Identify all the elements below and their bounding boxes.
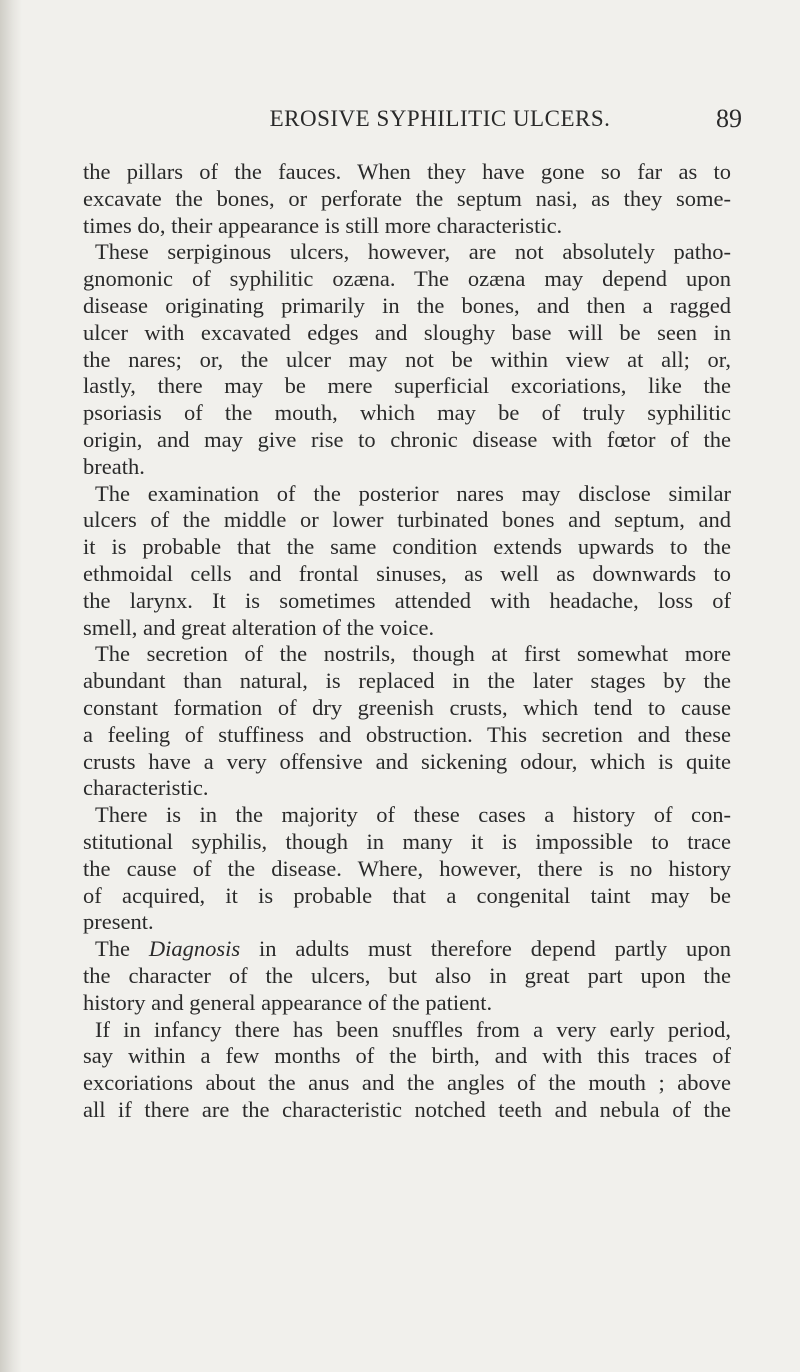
text-line: characteristic. (83, 775, 209, 801)
body-text (83, 159, 731, 1124)
text-line: it is probable that the same condition extends upwards to the (83, 534, 731, 560)
page-number: 89 (716, 104, 742, 133)
text-line: all if there are the characteristic notched teeth and nebula of the (83, 1096, 731, 1122)
text-line: ethmoidal cells and frontal sinuses, as well as downwards to (83, 560, 731, 586)
text-line: gnomonic of syphilitic ozæna. The ozæna may depend upon (83, 266, 731, 292)
text-line: The examination of the posterior nares may disclose similar (95, 480, 731, 506)
text-line: excavate the bones, or perforate the septum nasi, as they some- (83, 185, 731, 211)
text-line: These serpiginous ulcers, however, are not absolutely patho- (95, 239, 731, 265)
page-header (0, 104, 800, 138)
text-line: If in infancy there has been snuffles from a very early period, (95, 1016, 731, 1042)
text-line: the cause of the disease. Where, however, there is no history (83, 855, 731, 881)
text-line: history and general appearance of the patient. (83, 989, 493, 1015)
text-line: a feeling of stuffiness and obstruction. This secretion and these (83, 721, 731, 747)
text-segment: in adults must therefore depend partly upon (240, 936, 731, 962)
text-line: abundant than natural, is replaced in the later stages by the (83, 668, 731, 694)
text-line: present. (83, 909, 154, 935)
text-line: origin, and may give rise to chronic disease with fœtor of the (83, 426, 731, 452)
italic-term: Diagnosis (148, 936, 241, 962)
page-edge-shadow (0, 0, 22, 1372)
text-line: breath. (83, 453, 145, 479)
text-line: smell, and great alteration of the voice. (83, 614, 435, 640)
text-line: of acquired, it is probable that a congenital taint may be (83, 882, 731, 908)
text-line: the nares; or, the ulcer may not be within view at all; or, (83, 346, 731, 372)
text-line: the pillars of the fauces. When they have gone so far as to (83, 159, 731, 184)
text-line: crusts have a very offensive and sickening odour, which is quite (83, 748, 731, 774)
text-line: times do, their appearance is still more characteristic. (83, 212, 563, 238)
running-title: EROSIVE SYPHILITIC ULCERS. (269, 106, 611, 131)
text-line (83, 936, 731, 963)
text-line: stitutional syphilis, though in many it is impossible to trace (83, 828, 731, 854)
text-line: ulcers of the middle or lower turbinated bones and septum, and (83, 507, 731, 533)
text-line: the larynx. It is sometimes attended with headache, loss of (83, 587, 731, 613)
text-line: lastly, there may be mere superficial excoriations, like the (83, 373, 731, 399)
text-line: excoriations about the anus and the angles of the mouth ; above (83, 1070, 731, 1096)
text-line: say within a few months of the birth, and with this traces of (83, 1043, 731, 1069)
text-line: ulcer with excavated edges and sloughy base will be seen in (83, 319, 731, 345)
text-line: the character of the ulcers, but also in great part upon the (83, 962, 731, 988)
text-segment: The (95, 936, 149, 962)
text-line: There is in the majority of these cases a history of con- (95, 802, 731, 828)
text-line: constant formation of dry greenish crusts, which tend to cause (83, 694, 731, 720)
text-line: psoriasis of the mouth, which may be of truly syphilitic (83, 400, 731, 426)
text-line: The secretion of the nostrils, though at first somewhat more (95, 641, 731, 667)
text-line: disease originating primarily in the bones, and then a ragged (83, 292, 731, 318)
